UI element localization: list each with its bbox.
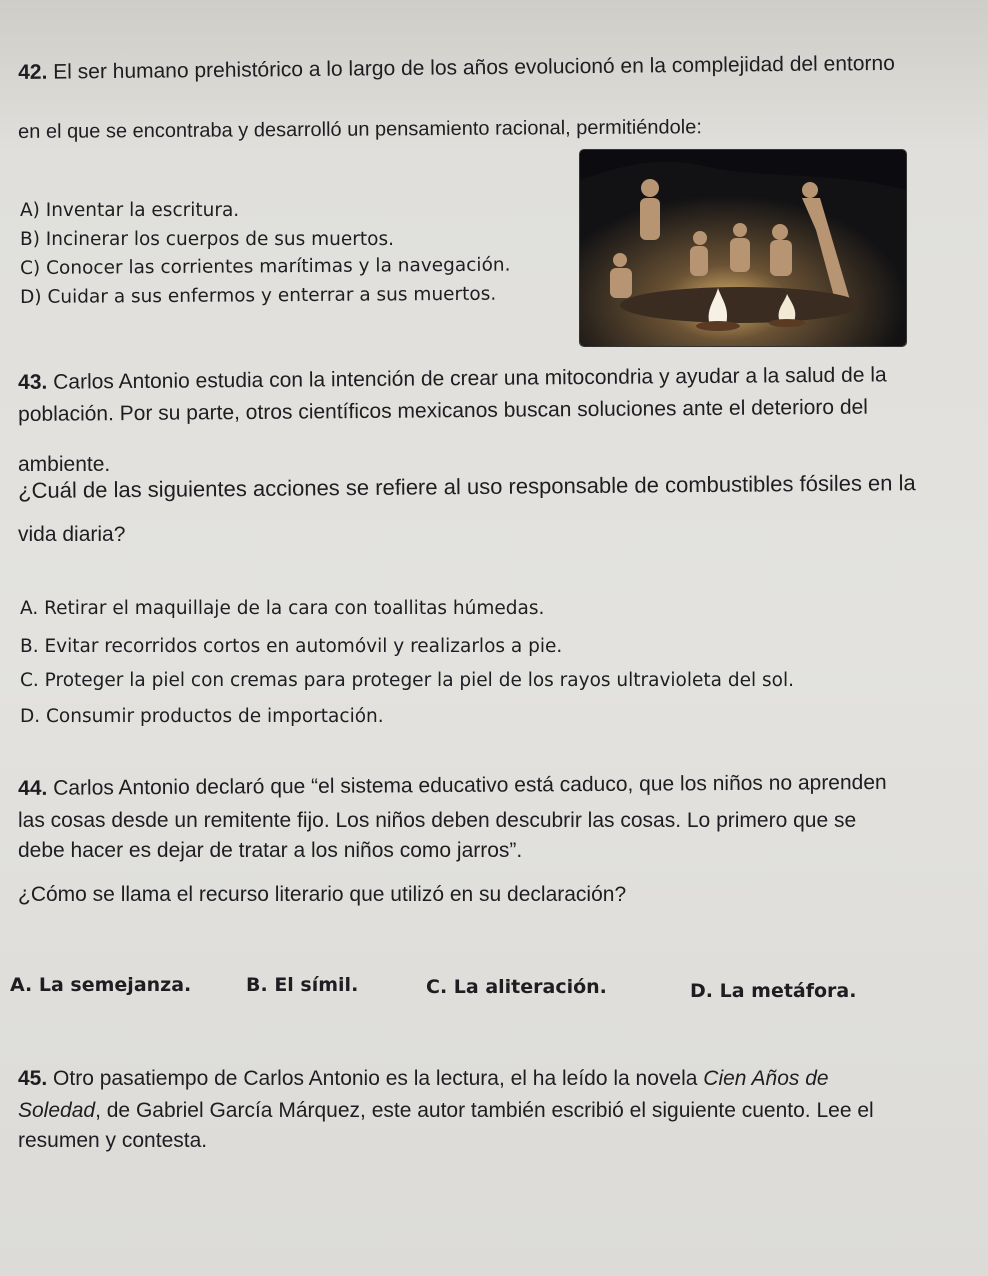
question-45-number: 45. bbox=[18, 1067, 48, 1090]
q43-option-a: A. Retirar el maquillaje de la cara con toallitas húmedas. bbox=[20, 598, 545, 619]
question-44-line3: debe hacer es dejar de tratar a los niños como jarros”. bbox=[18, 839, 523, 862]
question-42-line1 bbox=[18, 48, 968, 87]
question-45-text-1a: Otro pasatiempo de Carlos Antonio es la lectura, el ha leído la novela bbox=[53, 1067, 704, 1090]
q44-option-d: D. La metáfora. bbox=[690, 980, 857, 1002]
question-42-text-1: El ser humano prehistórico a lo largo de los años evolucionó en la complejidad del entorno bbox=[53, 51, 895, 84]
novel-title-part1: Cien Años de bbox=[703, 1067, 829, 1090]
novel-title-part2: Soledad bbox=[18, 1099, 96, 1122]
q44-option-c: C. La aliteración. bbox=[426, 976, 607, 998]
question-43-line3: ambiente. bbox=[18, 453, 111, 476]
question-45-line1 bbox=[18, 1064, 968, 1093]
question-43-prompt-1: ¿Cuál de las siguientes acciones se refiere al uso responsable de combustibles fósiles en la bbox=[18, 470, 916, 503]
question-43-line2: población. Por su parte, otros científicos mexicanos buscan soluciones ante el deterioro del bbox=[18, 395, 869, 426]
question-44-line1 bbox=[18, 767, 968, 803]
question-42-line2: en el que se encontraba y desarrolló un pensamiento racional, permitiéndole: bbox=[18, 116, 702, 143]
question-44-line2: las cosas desde un remitente fijo. Los niños deben descubrir las cosas. Lo primero que se bbox=[18, 809, 857, 832]
campfire-picture bbox=[580, 150, 906, 346]
question-43-text-1: Carlos Antonio estudia con la intención de crear una mitocondria y ayudar a la salud de la bbox=[53, 363, 887, 394]
question-45-text-2: , de Gabriel García Márquez, este autor también escribió el siguiente cuento. Lee el bbox=[95, 1099, 874, 1122]
q44-option-a: A. La semejanza. bbox=[10, 974, 192, 996]
q42-option-a: A) Inventar la escritura. bbox=[20, 200, 240, 221]
question-44-text-1: Carlos Antonio declaró que “el sistema educativo está caduco, que los niños no aprenden bbox=[53, 770, 887, 800]
question-45-line3: resumen y contesta. bbox=[18, 1129, 208, 1152]
question-43-number: 43. bbox=[18, 370, 48, 394]
q43-option-b: B. Evitar recorridos cortos en automóvil y realizarlos a pie. bbox=[20, 636, 563, 657]
prehistoric-campfire-illustration bbox=[580, 150, 906, 346]
q44-option-b: B. El símil. bbox=[246, 974, 359, 996]
q42-option-d: D) Cuidar a sus enfermos y enterrar a sus muertos. bbox=[20, 283, 497, 308]
q43-option-c: C. Proteger la piel con cremas para proteger la piel de los rayos ultravioleta del sol. bbox=[20, 670, 794, 691]
question-43-line1 bbox=[18, 360, 968, 397]
q42-option-b: B) Incinerar los cuerpos de sus muertos. bbox=[20, 229, 394, 250]
question-43-prompt-2: vida diaria? bbox=[18, 523, 126, 546]
q43-option-d: D. Consumir productos de importación. bbox=[20, 706, 384, 727]
question-42-number: 42. bbox=[18, 60, 48, 84]
question-45-line2 bbox=[18, 1096, 968, 1125]
question-44-prompt: ¿Cómo se llama el recurso literario que utilizó en su declaración? bbox=[18, 883, 627, 906]
question-44-number: 44. bbox=[18, 776, 48, 800]
q42-option-c: C) Conocer las corrientes marítimas y la navegación. bbox=[20, 254, 511, 279]
